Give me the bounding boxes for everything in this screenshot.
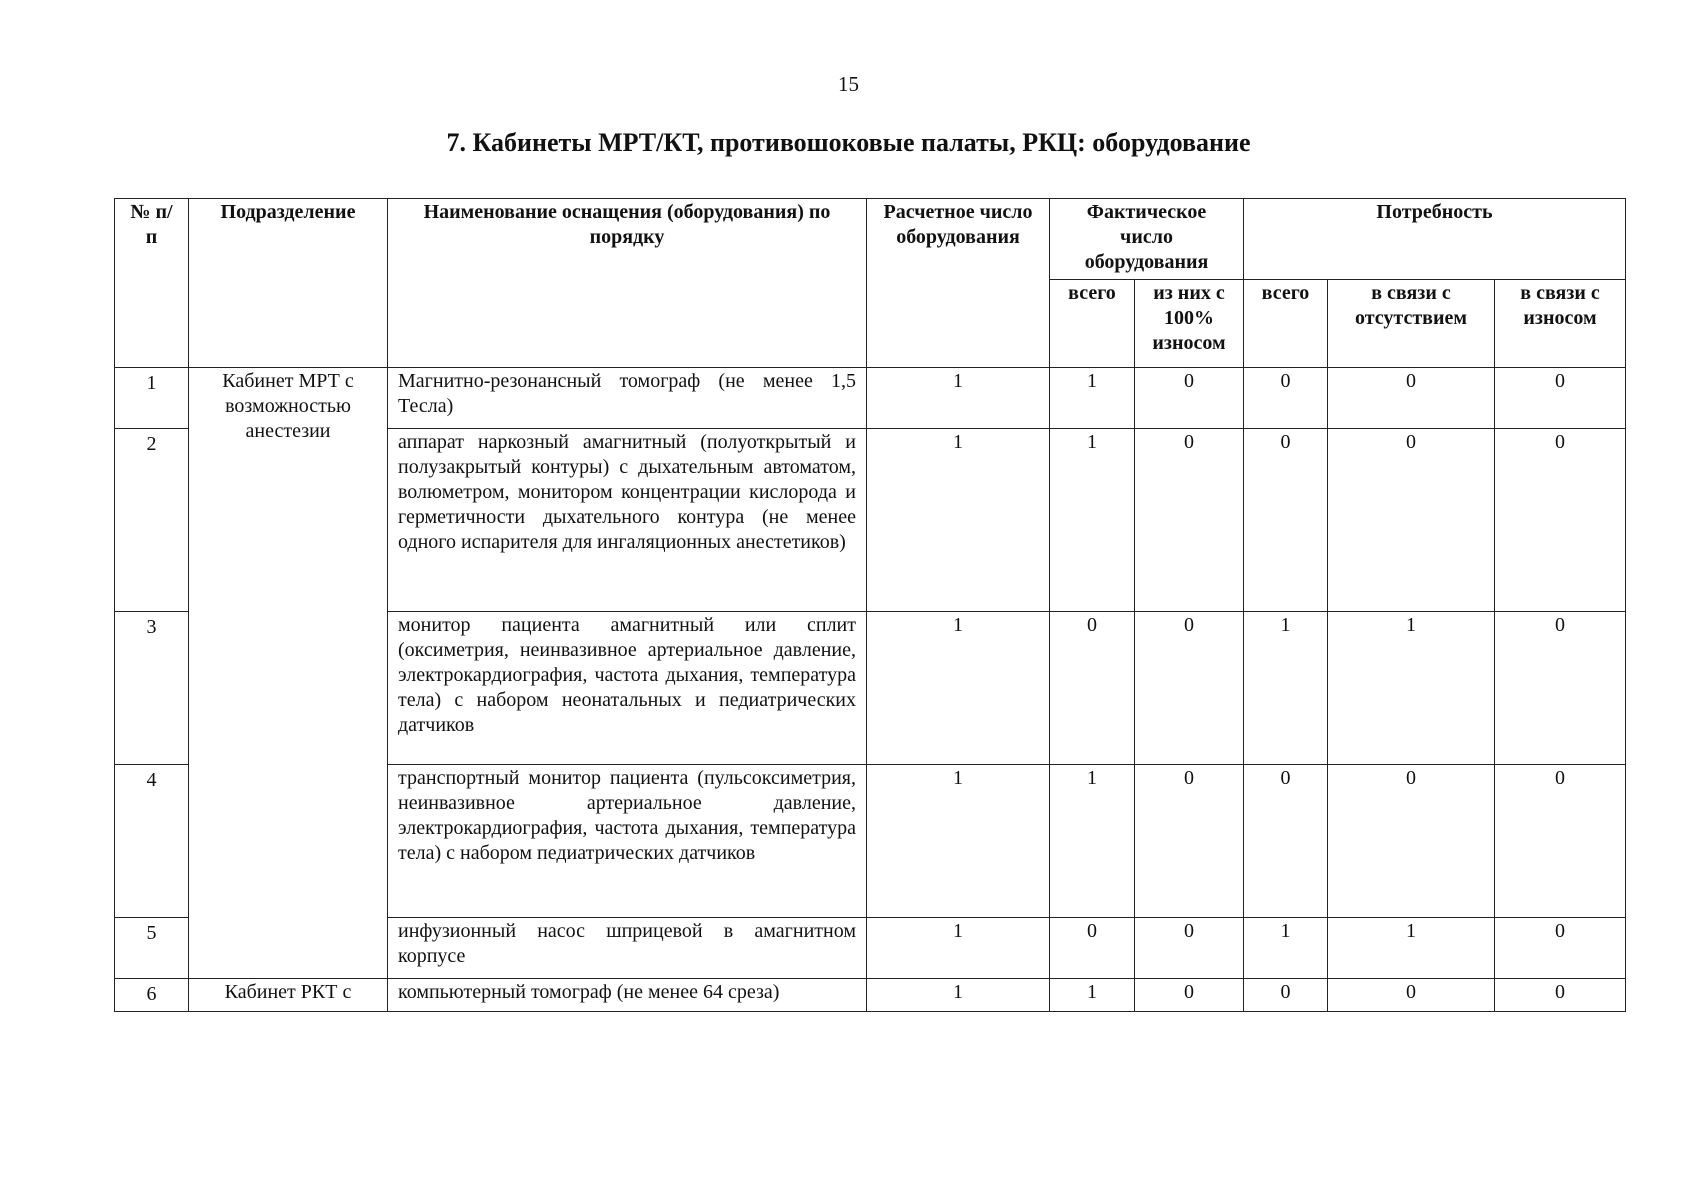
page-number: 15	[838, 72, 859, 96]
need-total: 0	[1244, 979, 1328, 1012]
calculated-count: 1	[867, 918, 1050, 979]
actual-total: 0	[1050, 918, 1135, 979]
need-absent: 0	[1328, 368, 1495, 429]
need-total: 0	[1244, 765, 1328, 918]
equipment-name: транспортный монитор пациента (пульсоксиметрия, неинвазивное артериальное давление, электрокардиография, частота дыхания, температура тела) с набором педиатрических датчиков	[388, 765, 867, 918]
need-total: 0	[1244, 429, 1328, 612]
division-cell-ct: Кабинет РКТ с	[189, 979, 388, 1012]
equipment-name: монитор пациента амагнитный или сплит (оксиметрия, неинвазивное артериальное давление, электрокардиография, частота дыхания, температура тела) с набором неонатальных и педиатрических датчиков	[388, 612, 867, 765]
need-total: 1	[1244, 612, 1328, 765]
row-num: 1	[115, 368, 189, 429]
calculated-count: 1	[867, 765, 1050, 918]
need-worn: 0	[1495, 368, 1626, 429]
actual-worn: 0	[1135, 979, 1244, 1012]
actual-worn: 0	[1135, 429, 1244, 612]
actual-total: 1	[1050, 429, 1135, 612]
division-cell-mri: Кабинет МРТ с возможностью анестезии	[189, 368, 388, 979]
actual-total: 1	[1050, 765, 1135, 918]
header-need-absent: в связи с отсутствием	[1328, 280, 1495, 368]
header-need-total: всего	[1244, 280, 1328, 368]
page-title: 7. Кабинеты МРТ/КТ, противошоковые палаты, РКЦ: оборудование	[446, 128, 1251, 157]
table-row	[115, 368, 1626, 429]
header-calculated: Расчетное число оборудования	[867, 199, 1050, 368]
row-num: 6	[115, 979, 189, 1012]
actual-worn: 0	[1135, 765, 1244, 918]
header-actual: Фактическое число оборудования	[1050, 199, 1244, 280]
header-actual-total: всего	[1050, 280, 1135, 368]
header-division: Подразделение	[189, 199, 388, 368]
actual-total: 1	[1050, 979, 1135, 1012]
equipment-name: компьютерный томограф (не менее 64 среза)	[388, 979, 867, 1012]
equipment-table	[114, 198, 1626, 1012]
calculated-count: 1	[867, 612, 1050, 765]
table-row	[115, 979, 1626, 1012]
actual-worn: 0	[1135, 918, 1244, 979]
header-actual-worn: из них с 100% износом	[1135, 280, 1244, 368]
need-worn: 0	[1495, 918, 1626, 979]
header-need: Потребность	[1244, 199, 1626, 280]
calculated-count: 1	[867, 979, 1050, 1012]
header-need-worn: в связи с износом	[1495, 280, 1626, 368]
equipment-name: инфузионный насос шприцевой в амагнитном корпусе	[388, 918, 867, 979]
actual-worn: 0	[1135, 612, 1244, 765]
need-absent: 0	[1328, 979, 1495, 1012]
equipment-name: аппарат наркозный амагнитный (полуоткрытый и полузакрытый контуры) с дыхательным автоматом, волюметром, монитором концентрации кислорода и герметичности дыхательного контура (не менее одного испарителя для ингаляционных анестетиков)	[388, 429, 867, 612]
calculated-count: 1	[867, 368, 1050, 429]
row-num: 4	[115, 765, 189, 918]
need-total: 1	[1244, 918, 1328, 979]
need-worn: 0	[1495, 979, 1626, 1012]
need-worn: 0	[1495, 612, 1626, 765]
header-num: № п/п	[115, 199, 189, 368]
need-absent: 0	[1328, 765, 1495, 918]
actual-total: 1	[1050, 368, 1135, 429]
need-absent: 1	[1328, 918, 1495, 979]
need-absent: 1	[1328, 612, 1495, 765]
header-equipment: Наименование оснащения (оборудования) по порядку	[388, 199, 867, 368]
row-num: 3	[115, 612, 189, 765]
need-worn: 0	[1495, 429, 1626, 612]
actual-worn: 0	[1135, 368, 1244, 429]
calculated-count: 1	[867, 429, 1050, 612]
need-absent: 0	[1328, 429, 1495, 612]
equipment-name: Магнитно-резонансный томограф (не менее 1,5 Тесла)	[388, 368, 867, 429]
row-num: 2	[115, 429, 189, 612]
need-worn: 0	[1495, 765, 1626, 918]
row-num: 5	[115, 918, 189, 979]
need-total: 0	[1244, 368, 1328, 429]
actual-total: 0	[1050, 612, 1135, 765]
